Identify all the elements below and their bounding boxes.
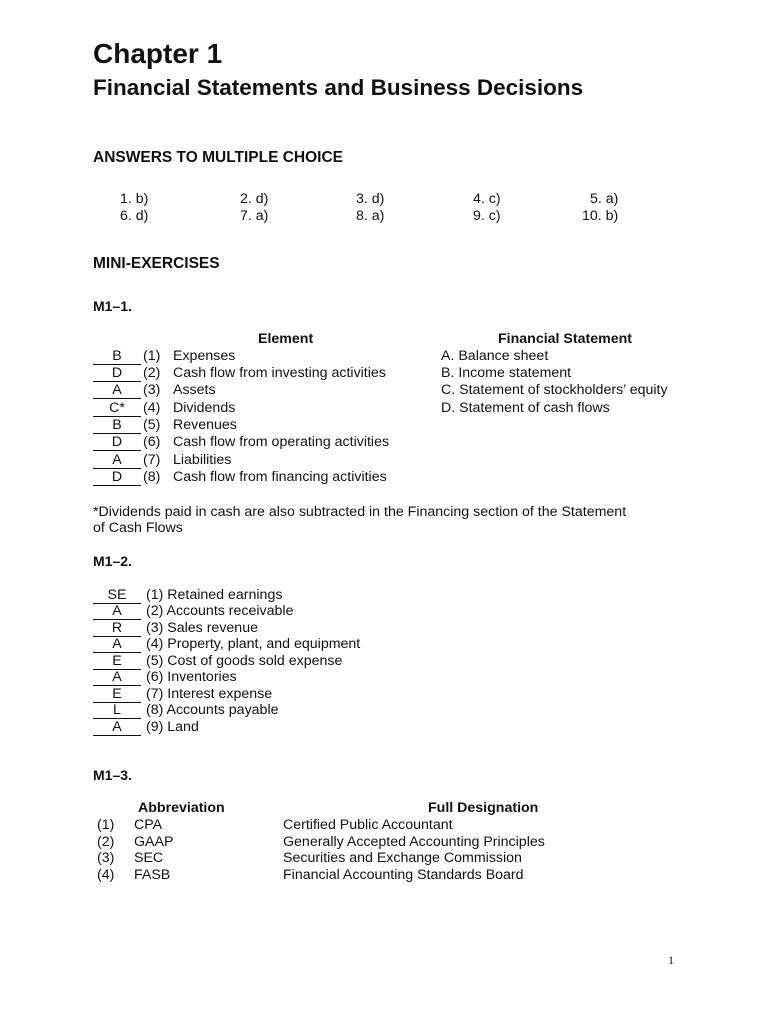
list-item: [93, 702, 141, 719]
list-item-text: (9) Land: [146, 719, 199, 735]
full-designation-header: Full Designation: [428, 800, 539, 816]
chapter-title: Chapter 1: [93, 38, 223, 69]
list-item: [93, 587, 141, 604]
list-item: [93, 365, 141, 382]
statement-item: D. Statement of cash flows: [441, 400, 610, 416]
list-item-text: Dividends: [173, 400, 236, 416]
list-item-number: (6): [143, 434, 161, 450]
statement-item: A. Balance sheet: [441, 348, 549, 364]
list-item-text: Revenues: [173, 417, 237, 433]
full-designation: Certified Public Accountant: [283, 817, 453, 833]
answer-blank: A: [93, 720, 141, 736]
page-title: Financial Statements and Business Decisions: [93, 75, 584, 100]
exercise-label: M1–1.: [93, 298, 132, 314]
list-item-text: (2) Accounts receivable: [146, 603, 294, 619]
answer-blank: A: [93, 637, 141, 653]
answer-blank: A: [93, 453, 141, 469]
mc-answer: 8. a): [356, 208, 385, 224]
answer-blank: L: [93, 703, 141, 719]
list-item-text: (1) Retained earnings: [146, 587, 283, 603]
abbreviation: FASB: [134, 867, 171, 883]
list-item-number: (4): [143, 400, 161, 416]
mc-answer: 3. d): [356, 191, 385, 207]
full-designation: Financial Accounting Standards Board: [283, 867, 524, 883]
answer-blank: A: [93, 383, 141, 399]
list-item: [93, 417, 141, 434]
mc-answer: 2. d): [240, 191, 269, 207]
answer-blank: C*: [93, 401, 141, 417]
abbreviation: SEC: [134, 850, 164, 866]
list-item: [93, 452, 141, 469]
list-item-number: (8): [143, 469, 161, 485]
statement-item: B. Income statement: [441, 365, 572, 381]
answer-blank: D: [93, 470, 141, 486]
list-item-text: (7) Interest expense: [146, 686, 273, 702]
list-item-text: Cash flow from investing activities: [173, 365, 386, 381]
mc-answer: 5. a): [590, 191, 619, 207]
list-item: [93, 469, 141, 486]
row-number: (2): [97, 834, 115, 850]
list-item-text: (4) Property, plant, and equipment: [146, 636, 361, 652]
list-item-text: (6) Inventories: [146, 669, 237, 685]
mc-answer: 10. b): [582, 208, 619, 224]
footnote: of Cash Flows: [93, 520, 183, 536]
row-number: (1): [97, 817, 115, 833]
abbreviation-header: Abbreviation: [138, 800, 225, 816]
page-number: 1: [668, 953, 674, 967]
list-item: [93, 636, 141, 653]
element-header: Element: [258, 331, 314, 347]
abbreviation: CPA: [134, 817, 163, 833]
list-item-text: Liabilities: [173, 452, 232, 468]
list-item: [93, 686, 141, 703]
list-item-number: (2): [143, 365, 161, 381]
list-item-number: (1): [143, 348, 161, 364]
list-item-number: (7): [143, 452, 161, 468]
list-item: [93, 669, 141, 686]
list-item: [93, 653, 141, 670]
row-number: (3): [97, 850, 115, 866]
answer-blank: B: [93, 349, 141, 365]
answer-blank: E: [93, 654, 141, 670]
exercise-label: M1–3.: [93, 767, 132, 783]
mc-answer: 1. b): [120, 191, 149, 207]
list-item: [93, 603, 141, 620]
list-item: [93, 434, 141, 451]
mini-exercises-heading: MINI-EXERCISES: [93, 255, 220, 272]
answer-blank: D: [93, 435, 141, 451]
list-item-text: Cash flow from operating activities: [173, 434, 390, 450]
list-item-text: Assets: [173, 382, 216, 398]
answer-blank: E: [93, 687, 141, 703]
multiple-choice-heading: ANSWERS TO MULTIPLE CHOICE: [93, 149, 344, 166]
list-item: [93, 620, 141, 637]
list-item-text: (3) Sales revenue: [146, 620, 258, 636]
list-item-number: (5): [143, 417, 161, 433]
answer-blank: SE: [93, 588, 141, 604]
abbreviation: GAAP: [134, 834, 174, 850]
list-item: [93, 348, 141, 365]
answer-blank: A: [93, 604, 141, 620]
mc-answer: 9. c): [473, 208, 501, 224]
list-item-text: (5) Cost of goods sold expense: [146, 653, 343, 669]
full-designation: Generally Accepted Accounting Principles: [283, 834, 545, 850]
list-item-text: Cash flow from financing activities: [173, 469, 387, 485]
list-item: [93, 400, 141, 417]
answer-blank: R: [93, 621, 141, 637]
list-item-text: Expenses: [173, 348, 236, 364]
full-designation: Securities and Exchange Commission: [283, 850, 522, 866]
mc-answer: 4. c): [473, 191, 501, 207]
list-item-number: (3): [143, 382, 161, 398]
answer-blank: B: [93, 418, 141, 434]
list-item-text: (8) Accounts payable: [146, 702, 279, 718]
list-item: [93, 719, 141, 736]
mc-answer: 6. d): [120, 208, 149, 224]
answer-blank: D: [93, 366, 141, 382]
statement-item: C. Statement of stockholders’ equity: [441, 382, 668, 398]
footnote: *Dividends paid in cash are also subtracted in the Financing section of the Statement: [93, 504, 627, 520]
list-item: [93, 382, 141, 399]
exercise-label: M1–2.: [93, 553, 132, 569]
mc-answer: 7. a): [240, 208, 269, 224]
row-number: (4): [97, 867, 115, 883]
financial-statement-header: Financial Statement: [498, 331, 633, 347]
answer-blank: A: [93, 670, 141, 686]
